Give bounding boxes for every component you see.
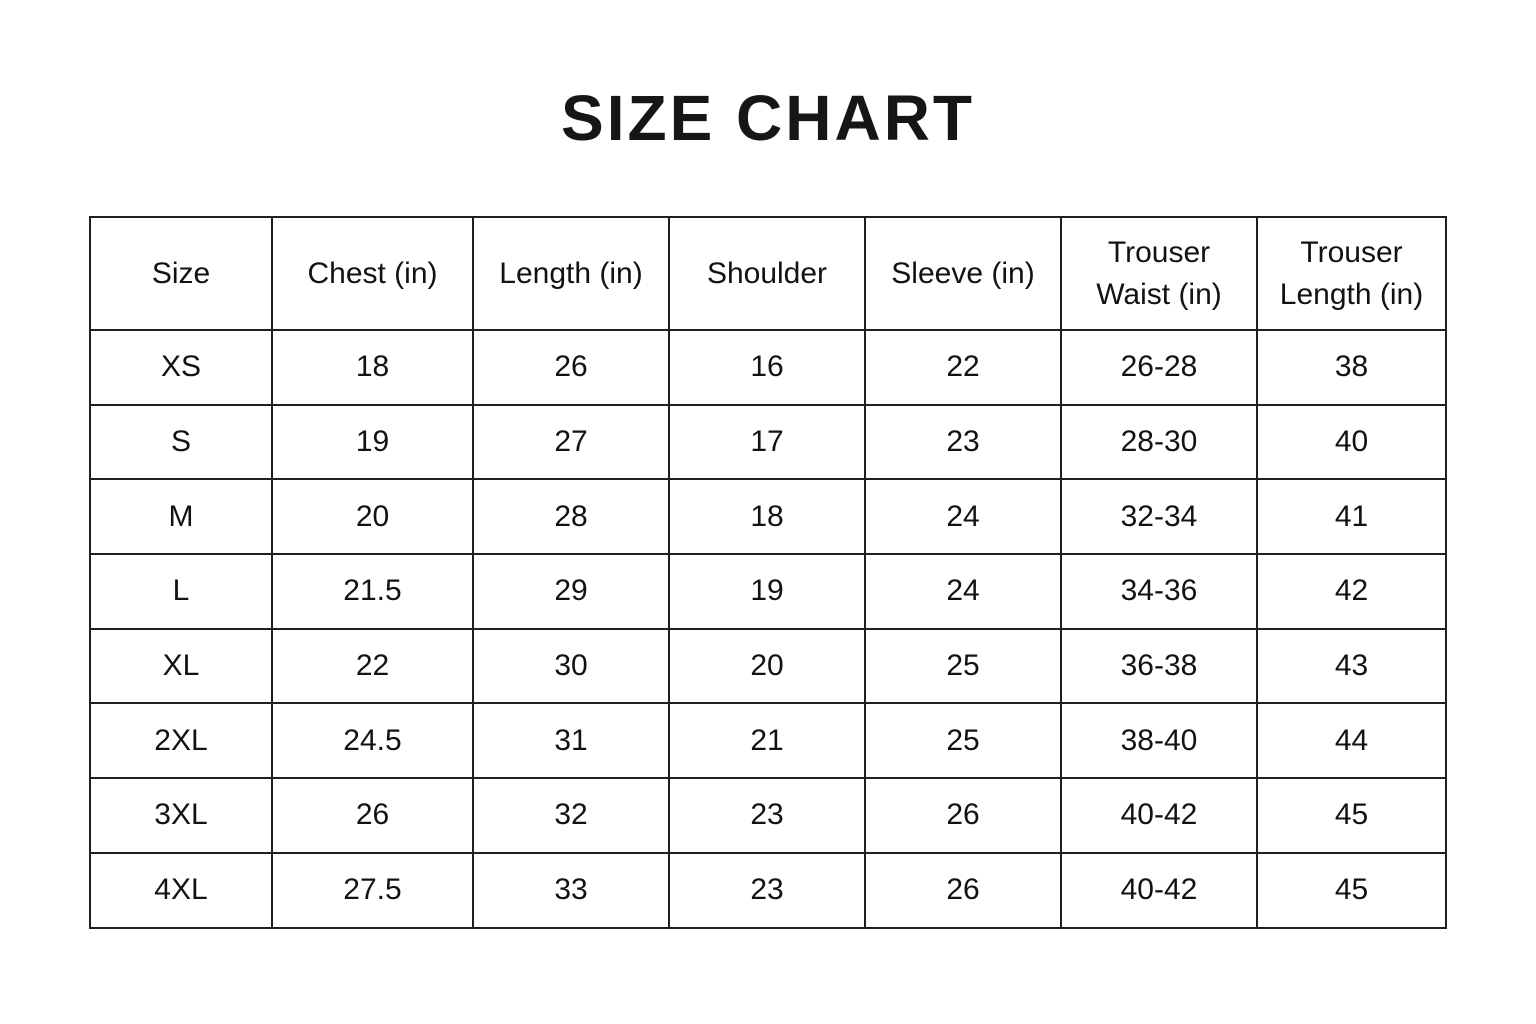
length-value: 26 [473,330,669,405]
table-body [90,330,1446,928]
trouser-length-value: 45 [1257,778,1446,853]
table-row-m [90,479,1446,554]
trouser-waist-value: 32-34 [1061,479,1257,554]
trouser-length-value: 44 [1257,703,1446,778]
length-value: 33 [473,853,669,928]
trouser-length-value: 42 [1257,554,1446,629]
shoulder-value: 18 [669,479,865,554]
shoulder-value: 17 [669,405,865,480]
chest-value: 26 [272,778,473,853]
table-row-4xl [90,853,1446,928]
trouser-length-value: 40 [1257,405,1446,480]
trouser-waist-value: 40-42 [1061,853,1257,928]
trouser-waist-value: 26-28 [1061,330,1257,405]
size-label: S [90,405,272,480]
table-row-2xl [90,703,1446,778]
sleeve-value: 23 [865,405,1061,480]
trouser-waist-value: 34-36 [1061,554,1257,629]
length-value: 27 [473,405,669,480]
trouser-length-value: 41 [1257,479,1446,554]
table-header [90,217,1446,330]
chest-value: 20 [272,479,473,554]
trouser-length-value: 43 [1257,629,1446,704]
chest-value: 24.5 [272,703,473,778]
sleeve-value: 24 [865,554,1061,629]
col-header-shoulder: Shoulder [669,217,865,330]
trouser-waist-value: 28-30 [1061,405,1257,480]
sleeve-value: 22 [865,330,1061,405]
size-label: M [90,479,272,554]
shoulder-value: 23 [669,778,865,853]
col-header-chest: Chest (in) [272,217,473,330]
col-header-length: Length (in) [473,217,669,330]
size-label: 3XL [90,778,272,853]
length-value: 29 [473,554,669,629]
chest-value: 22 [272,629,473,704]
length-value: 30 [473,629,669,704]
col-header-sleeve: Sleeve (in) [865,217,1061,330]
size-label: XS [90,330,272,405]
page-title: SIZE CHART [561,82,975,154]
col-header-trouser-length: Trouser Length (in) [1257,217,1446,330]
trouser-length-value: 45 [1257,853,1446,928]
table-row-s [90,405,1446,480]
shoulder-value: 23 [669,853,865,928]
trouser-waist-value: 36-38 [1061,629,1257,704]
shoulder-value: 21 [669,703,865,778]
trouser-waist-value: 38-40 [1061,703,1257,778]
header-row [90,217,1446,330]
trouser-length-value: 38 [1257,330,1446,405]
length-value: 28 [473,479,669,554]
sleeve-value: 25 [865,703,1061,778]
shoulder-value: 20 [669,629,865,704]
col-header-size: Size [90,217,272,330]
size-label: 2XL [90,703,272,778]
sleeve-value: 24 [865,479,1061,554]
chest-value: 18 [272,330,473,405]
chest-value: 21.5 [272,554,473,629]
chest-value: 19 [272,405,473,480]
table-row-xl [90,629,1446,704]
chest-value: 27.5 [272,853,473,928]
shoulder-value: 19 [669,554,865,629]
table-row-xs [90,330,1446,405]
size-label: L [90,554,272,629]
sleeve-value: 26 [865,778,1061,853]
size-label: XL [90,629,272,704]
length-value: 31 [473,703,669,778]
size-label: 4XL [90,853,272,928]
length-value: 32 [473,778,669,853]
trouser-waist-value: 40-42 [1061,778,1257,853]
sleeve-value: 25 [865,629,1061,704]
shoulder-value: 16 [669,330,865,405]
size-chart-table [89,216,1447,929]
table-row-3xl [90,778,1446,853]
col-header-trouser-waist: Trouser Waist (in) [1061,217,1257,330]
sleeve-value: 26 [865,853,1061,928]
table-row-l [90,554,1446,629]
